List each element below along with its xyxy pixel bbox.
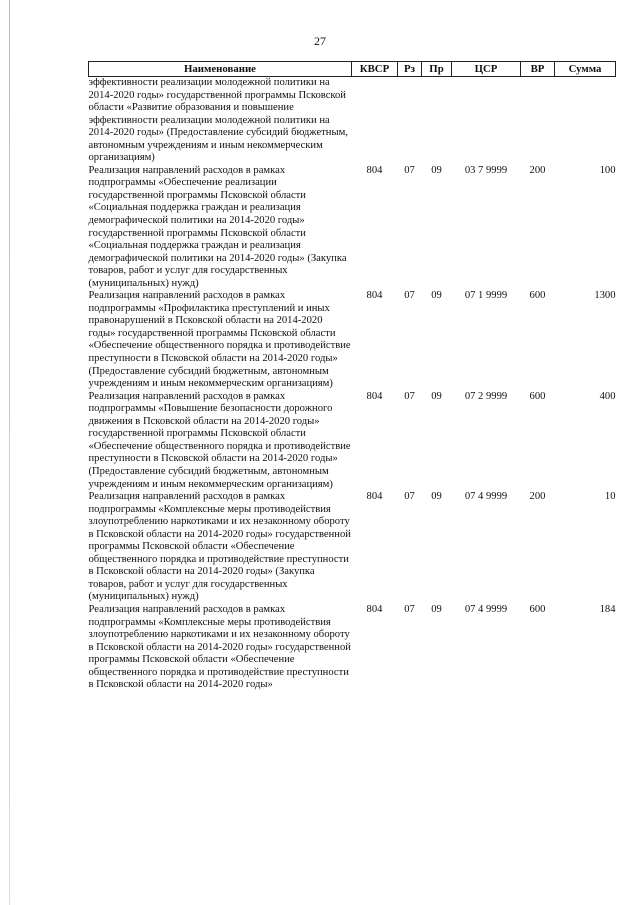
- row-kvsr: 804: [366, 290, 383, 302]
- row-rz: [398, 77, 422, 165]
- row-rz: 07: [404, 290, 415, 302]
- row-kvsr: 804: [366, 390, 383, 402]
- row-rz: 07: [404, 390, 415, 402]
- row-csr: [452, 77, 521, 165]
- row-name: Реализация направлений расходов в рамках подпрограммы «Комплексные меры противодействия злоупотреблению наркотиками и их незаконному обороту в Псковской области на 2014-2020 годы» государственной программы Псковской области «Обеспечение общественного порядка и противодействие преступности в Псковской области на 2014-2020 годы» (Закупка товаров, работ и услуг для государственных (муниципальных) нужд): [88, 491, 351, 603]
- row-sum: 100: [599, 164, 616, 176]
- row-csr: 03 7 9999: [464, 164, 508, 176]
- header-sum: Сумма: [555, 62, 616, 77]
- scan-edge-line: [9, 0, 10, 905]
- row-pr: 09: [431, 491, 442, 503]
- row-pr: 09: [431, 390, 442, 402]
- row-vr: 200: [529, 491, 546, 503]
- row-name: Реализация направлений расходов в рамках подпрограммы «Повышение безопасности дорожного движения в Псковской области на 2014-2020 годы» государственной программы Псковской области «Обеспечение общественного порядка и противодействие преступности в Псковской области на 2014-2020 годы» (Предоставление субсидий бюджетным, автономным учреждениям и иным некоммерческим организациям): [88, 390, 351, 490]
- row-kvsr: 804: [366, 603, 383, 615]
- row-kvsr: [352, 77, 398, 165]
- row-name: эффективности реализации молодежной политики на 2014-2020 годы» государственной программы Псковской области «Развитие образования и повышение эффективности реализации молодежной политики на 2014-2020 годы» (Предоставление субсидий бюджетным, автономным учреждениям и иным некоммерческим организациям): [88, 77, 348, 164]
- header-kvsr: КВСР: [352, 62, 398, 77]
- row-rz: 07: [404, 164, 415, 176]
- row-vr: 600: [529, 603, 546, 615]
- row-vr: [521, 77, 555, 165]
- row-pr: 09: [431, 603, 442, 615]
- row-vr: 600: [529, 290, 546, 302]
- row-rz: 07: [404, 491, 415, 503]
- table-row: [89, 290, 616, 390]
- row-sum: 400: [599, 390, 616, 402]
- row-kvsr: 804: [366, 164, 383, 176]
- table-row: [89, 491, 616, 604]
- row-pr: 09: [431, 290, 442, 302]
- table-row: [89, 391, 616, 491]
- row-csr: 07 2 9999: [464, 390, 508, 402]
- row-csr: 07 1 9999: [464, 290, 508, 302]
- row-csr: 07 4 9999: [464, 491, 508, 503]
- row-kvsr: 804: [366, 491, 383, 503]
- page-number: 27: [314, 34, 326, 48]
- header-rz: Рз: [398, 62, 422, 77]
- row-sum: 184: [599, 603, 616, 615]
- header-name: Наименование: [89, 62, 352, 77]
- row-rz: 07: [404, 603, 415, 615]
- row-vr: 200: [529, 164, 546, 176]
- header-csr: ЦСР: [452, 62, 521, 77]
- row-name: Реализация направлений расходов в рамках подпрограммы «Профилактика преступлений и иных правонарушений в Псковской области на 2014-2020 годы» государственной программы Псковской области «Обеспечение общественного порядка и противодействие преступности в Псковской области на 2014-2020 годы» (Предоставление субсидий бюджетным, автономным учреждениям и иным некоммерческим организациям): [88, 290, 351, 390]
- budget-table: [88, 61, 616, 692]
- row-vr: 600: [529, 390, 546, 402]
- table-row: [89, 77, 616, 165]
- row-csr: 07 4 9999: [464, 603, 508, 615]
- table-row: [89, 604, 616, 692]
- header-vr: ВР: [521, 62, 555, 77]
- table-header-row: [89, 62, 616, 77]
- row-pr: [422, 77, 452, 165]
- row-sum: [555, 77, 616, 165]
- row-sum: 1300: [594, 290, 616, 302]
- row-pr: 09: [431, 164, 442, 176]
- row-sum: 10: [604, 491, 616, 503]
- row-name: Реализация направлений расходов в рамках подпрограммы «Обеспечение реализации государственной программы Псковской области «Социальная поддержка граждан и реализация демографической политики на 2014-2020 годы» государственной программы Псковской области «Социальная поддержка граждан и реализация демографической политики на 2014-2020 годы» (Закупка товаров, работ и услуг для государственных (муниципальных) нужд): [88, 164, 347, 289]
- header-pr: Пр: [422, 62, 452, 77]
- row-name: Реализация направлений расходов в рамках подпрограммы «Комплексные меры противодействия злоупотреблению наркотиками и их незаконному обороту в Псковской области на 2014-2020 годы» государственной программы Псковской области «Обеспечение общественного порядка и противодействие преступности в Псковской области на 2014-2020 годы»: [88, 603, 351, 691]
- table-row: [89, 165, 616, 290]
